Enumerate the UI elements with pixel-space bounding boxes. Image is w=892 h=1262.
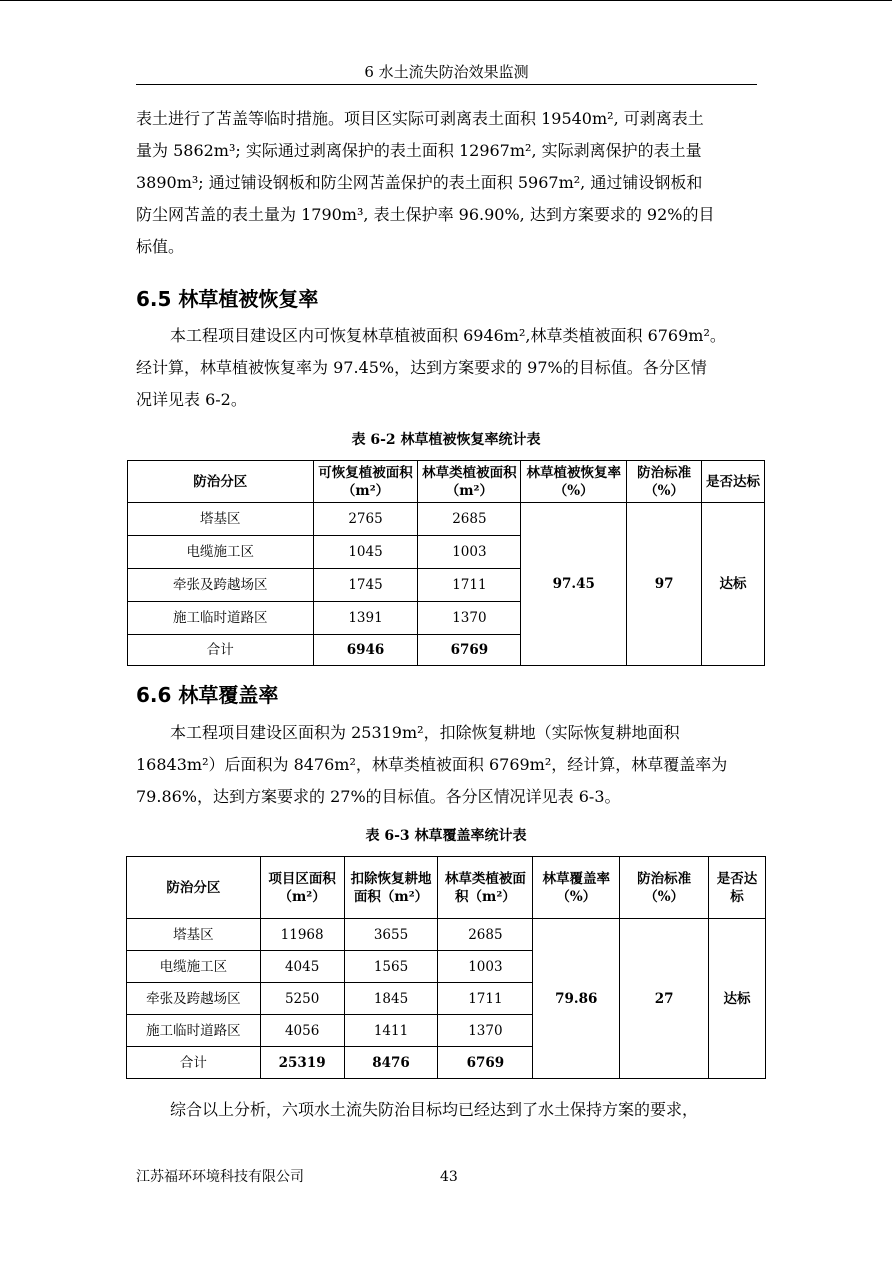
zone-cell: 牵张及跨越场区 <box>128 569 314 602</box>
total-value-cell: 25319 <box>260 1047 344 1079</box>
text-line: 3890m³; 通过铺设钢板和防尘网苫盖保护的表土面积 5967m², 通过铺设钢板和 <box>136 173 703 192</box>
zone-cell: 施工临时道路区 <box>127 1015 261 1047</box>
text-line: 表土进行了苫盖等临时措施。项目区实际可剥离表土面积 19540m², 可剥离表土 <box>136 109 704 128</box>
value-cell: 2685 <box>438 919 533 951</box>
value-cell: 5250 <box>260 983 344 1015</box>
header-cell: 防治分区 <box>127 857 261 919</box>
table-header-row <box>127 857 766 919</box>
header-cell: 项目区面积（m²） <box>260 857 344 919</box>
section-title-6-6: 6.6 林草覆盖率 <box>136 683 279 707</box>
header-cell: 防治标准（%） <box>627 461 702 503</box>
footer-company: 江苏福环环境科技有限公司 <box>136 1169 304 1185</box>
value-cell: 1370 <box>418 602 521 635</box>
value-cell: 1745 <box>313 569 418 602</box>
value-cell: 1003 <box>438 951 533 983</box>
header-cell: 林草植被恢复率（%） <box>521 461 627 503</box>
zone-cell: 电缆施工区 <box>128 536 314 569</box>
zone-cell: 施工临时道路区 <box>128 602 314 635</box>
value-cell: 1711 <box>418 569 521 602</box>
table-6-2-caption: 表 6-2 林草植被恢复率统计表 <box>351 432 541 448</box>
value-cell: 1045 <box>313 536 418 569</box>
value-cell: 4056 <box>260 1015 344 1047</box>
header-cell: 扣除恢复耕地面积（m²） <box>344 857 438 919</box>
paragraph-6-5 <box>136 320 757 416</box>
result-cell: 达标 <box>709 919 766 1079</box>
value-cell: 1370 <box>438 1015 533 1047</box>
text-line: 16843m²）后面积为 8476m²，林草类植被面积 6769m²，经计算，林草覆盖率为 <box>136 755 728 774</box>
text-line: 量为 5862m³; 实际通过剥离保护的表土面积 12967m², 实际剥离保护的表土量 <box>136 141 702 160</box>
header-cell: 是否达标 <box>702 461 765 503</box>
running-header: 6 水土流失防治效果监测 <box>364 63 529 81</box>
table-6-3-caption: 表 6-3 林草覆盖率统计表 <box>365 828 527 844</box>
zone-cell: 塔基区 <box>128 503 314 536</box>
total-value-cell: 6769 <box>438 1047 533 1079</box>
value-cell: 11968 <box>260 919 344 951</box>
value-cell: 4045 <box>260 951 344 983</box>
table-header-row <box>128 461 765 503</box>
text-line: 本工程项目建设区面积为 25319m²，扣除恢复耕地（实际恢复耕地面积 <box>170 723 680 742</box>
total-value-cell: 6946 <box>313 635 418 666</box>
value-cell: 2685 <box>418 503 521 536</box>
total-value-cell: 6769 <box>418 635 521 666</box>
header-cell: 林草类植被面积（m²） <box>418 461 521 503</box>
value-cell: 1391 <box>313 602 418 635</box>
value-cell: 1565 <box>344 951 438 983</box>
result-cell: 达标 <box>702 503 765 666</box>
section-title-6-5: 6.5 林草植被恢复率 <box>136 287 319 311</box>
text-line: 况详见表 6-2。 <box>136 390 247 409</box>
header-cell: 防治标准（%） <box>620 857 709 919</box>
header-cell: 林草覆盖率（%） <box>533 857 620 919</box>
header-rule <box>136 84 757 85</box>
rate-cell: 79.86 <box>533 919 620 1079</box>
text-line: 本工程项目建设区内可恢复林草植被面积 6946m²,林草类植被面积 6769m²。 <box>170 326 726 345</box>
header-cell: 是否达标 <box>709 857 766 919</box>
standard-cell: 97 <box>627 503 702 666</box>
value-cell: 3655 <box>344 919 438 951</box>
table-row <box>127 919 766 951</box>
table-6-3 <box>126 856 766 1079</box>
standard-cell: 27 <box>620 919 709 1079</box>
page-top-border <box>0 0 892 1</box>
zone-cell: 牵张及跨越场区 <box>127 983 261 1015</box>
total-value-cell: 8476 <box>344 1047 438 1079</box>
value-cell: 1711 <box>438 983 533 1015</box>
zone-cell: 塔基区 <box>127 919 261 951</box>
total-label-cell: 合计 <box>127 1047 261 1079</box>
header-cell: 防治分区 <box>128 461 314 503</box>
value-cell: 1003 <box>418 536 521 569</box>
paragraph-summary <box>136 1094 757 1126</box>
total-label-cell: 合计 <box>128 635 314 666</box>
paragraph-topsoil <box>136 103 757 263</box>
table-row <box>128 503 765 536</box>
text-line: 79.86%，达到方案要求的 27%的目标值。各分区情况详见表 6-3。 <box>136 787 621 806</box>
page-number: 43 <box>440 1169 458 1185</box>
value-cell: 2765 <box>313 503 418 536</box>
text-line: 标值。 <box>136 237 185 256</box>
text-line: 防尘网苫盖的表土量为 1790m³, 表土保护率 96.90%, 达到方案要求的 92%的目 <box>136 205 715 224</box>
paragraph-6-6 <box>136 717 757 813</box>
rate-cell: 97.45 <box>521 503 627 666</box>
text-line: 经计算，林草植被恢复率为 97.45%，达到方案要求的 97%的目标值。各分区情 <box>136 358 707 377</box>
value-cell: 1411 <box>344 1015 438 1047</box>
text-line: 综合以上分析，六项水土流失防治目标均已经达到了水土保持方案的要求， <box>170 1100 699 1119</box>
value-cell: 1845 <box>344 983 438 1015</box>
header-cell: 林草类植被面积（m²） <box>438 857 533 919</box>
zone-cell: 电缆施工区 <box>127 951 261 983</box>
table-6-2 <box>127 460 765 666</box>
header-cell: 可恢复植被面积（m²） <box>313 461 418 503</box>
